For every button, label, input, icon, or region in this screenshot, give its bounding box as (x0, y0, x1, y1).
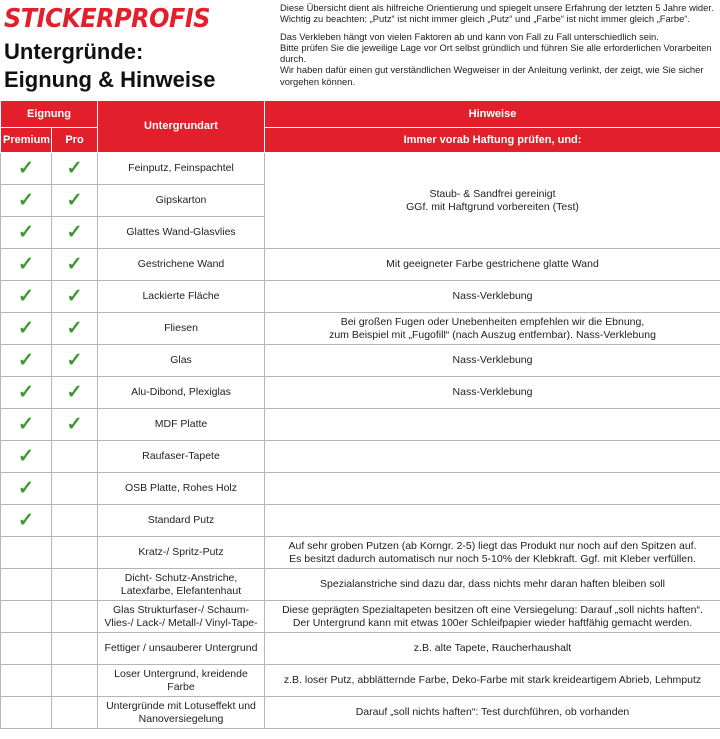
surface-cell: MDF Platte (98, 409, 265, 441)
surface-cell: Gestrichene Wand (98, 249, 265, 281)
note-cell: Spezialanstriche sind dazu dar, dass nichts mehr daran haften bleiben soll (265, 569, 720, 601)
pro-cell (52, 601, 98, 633)
premium-cell (1, 409, 52, 441)
intro-paragraph: Das Verkleben hängt von vielen Faktoren ab und kann von Fall zu Fall unterschiedlich sein. (280, 30, 659, 42)
premium-cell (1, 665, 52, 697)
checkmark-icon: ✓ (66, 190, 83, 211)
note-line: Bei großen Fugen oder Unebenheiten empfehlen wir die Ebnung, (340, 315, 645, 328)
table-row (1, 697, 720, 729)
checkmark-icon: ✓ (18, 190, 34, 211)
note-line: zum Beispiel mit „Fugofill“ (nach Auszug entfernbar). Nass-Verklebung (329, 328, 656, 341)
premium-cell (1, 313, 52, 345)
checkmark-icon: ✓ (66, 286, 83, 307)
checkmark-icon: ✓ (18, 478, 34, 499)
checkmark-icon: ✓ (66, 254, 83, 275)
header-untergrundart: Untergrundart (98, 101, 265, 153)
checkmark-icon: ✓ (18, 254, 34, 275)
pro-cell (52, 665, 98, 697)
surface-cell: Dicht- Schutz-Anstriche, Latexfarbe, Elefantenhaut (98, 569, 265, 601)
pro-cell (52, 153, 98, 185)
note-cell (265, 537, 720, 569)
checkmark-icon: ✓ (66, 350, 83, 371)
title-line-2: Eignung & Hinweise (4, 67, 216, 92)
header-hinweise: Hinweise (265, 101, 720, 128)
checkmark-icon: ✓ (66, 382, 83, 403)
note-cell: Nass-Verklebung (265, 345, 720, 377)
header-premium: Premium (1, 128, 52, 153)
note-cell (265, 153, 720, 249)
checkmark-icon: ✓ (66, 414, 83, 435)
pro-cell (52, 217, 98, 249)
surface-cell: Lackierte Fläche (98, 281, 265, 313)
brand-logo: STICKERPROFIS (4, 4, 211, 34)
checkmark-icon: ✓ (18, 318, 34, 339)
intro-paragraph: Diese Übersicht dient als hilfreiche Orientierung und spiegelt unsere Erfahrung der letzten 5 Jahre wider. (280, 2, 714, 13)
surface-cell: Standard Putz (98, 505, 265, 537)
table-row (1, 633, 720, 665)
surface-cell: Gipskarton (98, 185, 265, 217)
surface-cell: Kratz-/ Spritz-Putz (98, 537, 265, 569)
intro-paragraph: Bitte prüfen Sie die jeweilige Lage vor Ort selbst gründlich und führen Sie alle erforderlichen Vorarbeiten durch. (280, 41, 712, 65)
substrate-table (0, 100, 720, 729)
surface-cell: Raufaser-Tapete (98, 441, 265, 473)
note-cell (265, 601, 720, 633)
checkmark-icon: ✓ (18, 414, 34, 435)
header-eignung: Eignung (1, 101, 98, 128)
note-cell (265, 313, 720, 345)
premium-cell (1, 505, 52, 537)
note-cell: z.B. alte Tapete, Raucherhaushalt (265, 633, 720, 665)
note-line: Diese geprägten Spezialtapeten besitzen oft eine Versiegelung: Darauf „soll nichts haften“. (282, 603, 703, 616)
premium-cell (1, 249, 52, 281)
surface-cell: Fliesen (98, 313, 265, 345)
note-cell: Mit geeigneter Farbe gestrichene glatte Wand (265, 249, 720, 281)
surface-cell: Glas Strukturfaser-/ Schaum-Vlies-/ Lack-/ Metall-/ Vinyl-Tape- (98, 601, 265, 633)
premium-cell (1, 153, 52, 185)
premium-cell (1, 441, 52, 473)
surface-cell: Loser Untergrund, kreidende Farbe (98, 665, 265, 697)
intro-paragraph: Wir haben dafür einen gut verständlichen Wegweiser in der Anleitung verlinkt, der zeigt, wie Sie sicher vorgehen können. (280, 64, 704, 87)
surface-cell: Glas (98, 345, 265, 377)
table-row (1, 441, 720, 473)
pro-cell (52, 377, 98, 409)
note-cell (265, 441, 720, 473)
checkmark-icon: ✓ (66, 158, 83, 179)
pro-cell (52, 569, 98, 601)
checkmark-icon: ✓ (66, 318, 83, 339)
pro-cell (52, 505, 98, 537)
table-row (1, 473, 720, 505)
note-cell: z.B. loser Putz, abblätternde Farbe, Deko-Farbe mit stark kreideartigem Abrieb, Lehmputz (265, 665, 720, 697)
premium-cell (1, 537, 52, 569)
pro-cell (52, 345, 98, 377)
table-row (1, 345, 720, 377)
note-line: Der Untergrund kann mit etwas 100er Schleifpapier wieder haftfähig gemacht werden. (292, 616, 693, 629)
checkmark-icon: ✓ (66, 222, 83, 243)
table-row (1, 281, 720, 313)
table-row (1, 409, 720, 441)
note-cell (265, 409, 720, 441)
checkmark-icon: ✓ (18, 510, 34, 531)
checkmark-icon: ✓ (18, 350, 34, 371)
note-line: GGf. mit Haftgrund vorbereiten (Test) (406, 200, 579, 213)
note-line: Staub- & Sandfrei gereinigt (429, 187, 556, 200)
premium-cell (1, 697, 52, 729)
pro-cell (52, 697, 98, 729)
surface-cell: Untergründe mit Lotuseffekt und Nanoversiegelung (98, 697, 265, 729)
note-cell (265, 505, 720, 537)
table-row (1, 601, 720, 633)
note-cell: Nass-Verklebung (265, 377, 720, 409)
premium-cell (1, 345, 52, 377)
pro-cell (52, 185, 98, 217)
pro-cell (52, 537, 98, 569)
note-cell: Nass-Verklebung (265, 281, 720, 313)
pro-cell (52, 281, 98, 313)
surface-cell: Feinputz, Feinspachtel (98, 153, 265, 185)
pro-cell (52, 249, 98, 281)
pro-cell (52, 441, 98, 473)
pro-cell (52, 313, 98, 345)
checkmark-icon: ✓ (18, 382, 34, 403)
table-row (1, 505, 720, 537)
intro-paragraph: Wichtig zu beachten: „Putz“ ist nicht immer gleich „Putz“ und „Farbe“ ist nicht immer gleich „Farbe“. (280, 13, 691, 25)
pro-cell (52, 473, 98, 505)
surface-cell: OSB Platte, Rohes Holz (98, 473, 265, 505)
premium-cell (1, 377, 52, 409)
title-line-1: Untergründe: (4, 39, 144, 64)
surface-cell: Alu-Dibond, Plexiglas (98, 377, 265, 409)
table-row (1, 313, 720, 345)
header-pro: Pro (52, 128, 98, 153)
pro-cell (52, 633, 98, 665)
table-row (1, 569, 720, 601)
surface-cell: Fettiger / unsauberer Untergrund (98, 633, 265, 665)
checkmark-icon: ✓ (18, 446, 34, 467)
premium-cell (1, 473, 52, 505)
checkmark-icon: ✓ (18, 286, 34, 307)
note-cell: Darauf „soll nichts haften“: Test durchführen, ob vorhanden (265, 697, 720, 729)
premium-cell (1, 569, 52, 601)
table-row (1, 665, 720, 697)
premium-cell (1, 281, 52, 313)
premium-cell (1, 633, 52, 665)
checkmark-icon: ✓ (18, 222, 34, 243)
table-row (1, 249, 720, 281)
table-row (1, 377, 720, 409)
premium-cell (1, 601, 52, 633)
note-cell (265, 473, 720, 505)
premium-cell (1, 185, 52, 217)
note-line: Auf sehr groben Putzen (ab Korngr. 2-5) liegt das Produkt nur noch auf den Spitzen auf. (288, 539, 697, 552)
intro-text (280, 2, 720, 87)
surface-cell: Glattes Wand-Glasvlies (98, 217, 265, 249)
page-title (4, 38, 215, 94)
note-line: Es besitzt dadurch automatisch nur noch 5-10% der Klebkraft. Ggf. mit Kleber verfüllen. (289, 552, 696, 565)
premium-cell (1, 217, 52, 249)
pro-cell (52, 409, 98, 441)
table-row (1, 537, 720, 569)
table-row (1, 153, 720, 185)
checkmark-icon: ✓ (18, 158, 34, 179)
header-hinweise-sub: Immer vorab Haftung prüfen, und: (265, 128, 720, 153)
